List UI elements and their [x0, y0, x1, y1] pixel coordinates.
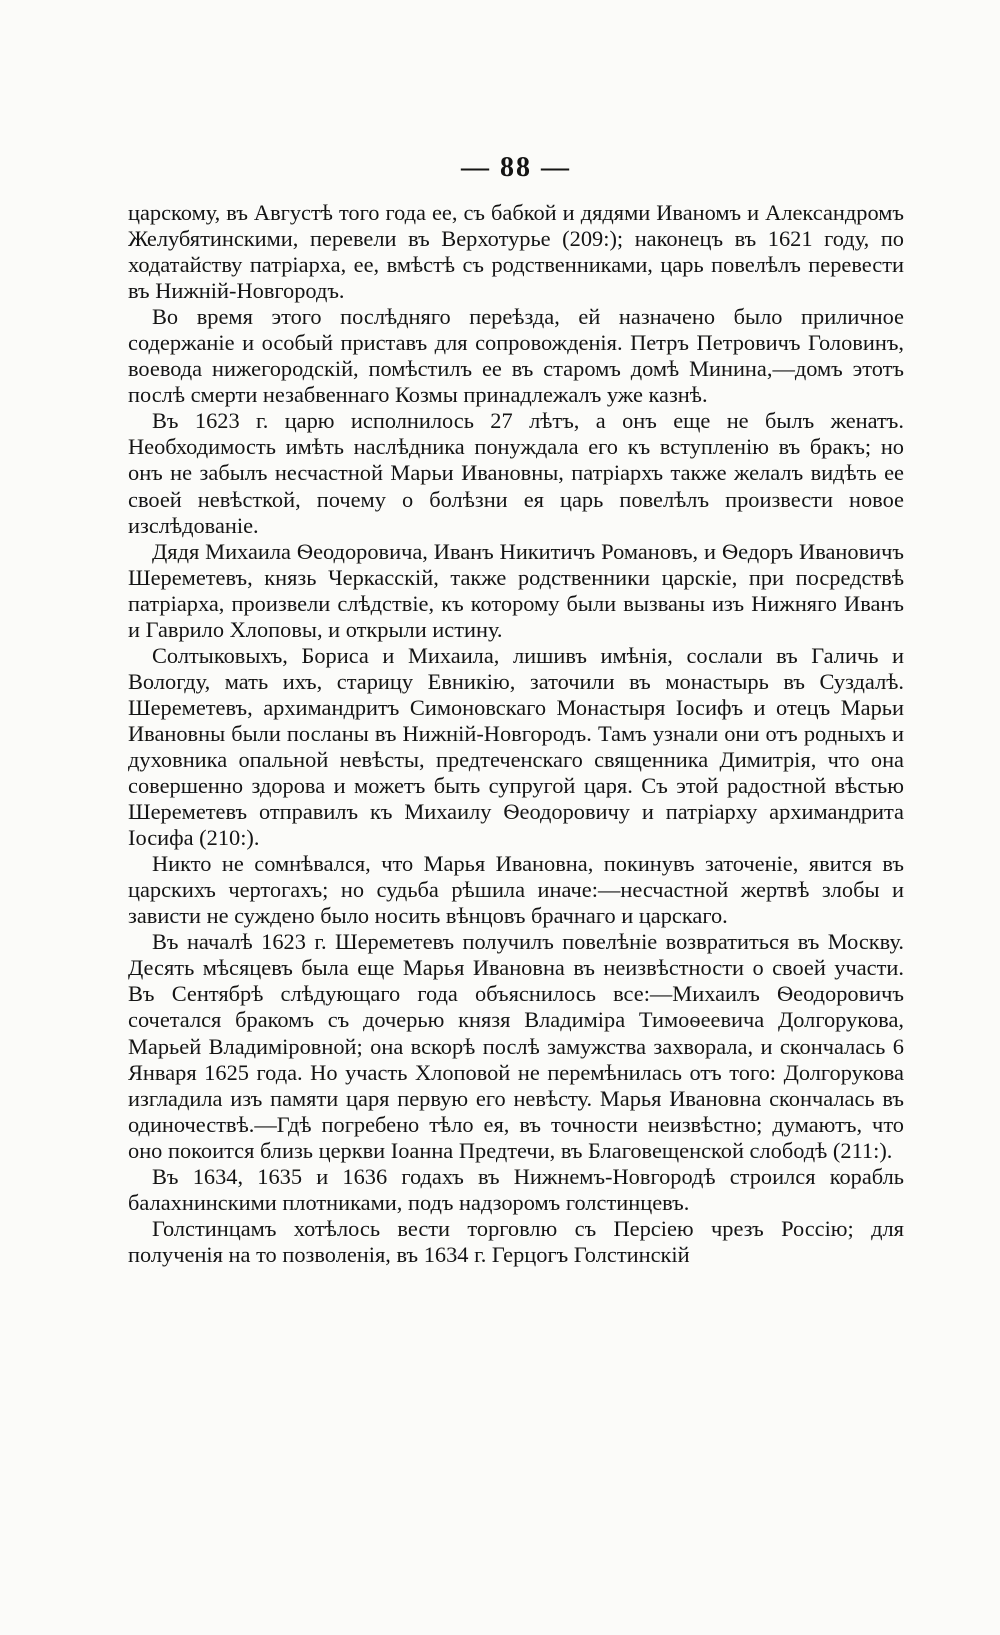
paragraph-6: Никто не сомнѣвался, что Марья Ивановна, покинувъ заточеніе, явится въ царскихъ чертогахъ; но судьба рѣшила иначе:—несчастной жертвѣ злобы и зависти не суждено было носить вѣнцовъ брачнаго и царскаго.	[128, 851, 904, 929]
paragraph-4: Дядя Михаила Ѳеодоровича, Иванъ Никитичъ Романовъ, и Ѳедоръ Ивановичъ Шереметевъ, князь Черкасскій, также родственники царскіе, при посредствѣ патріарха, произвели слѣдствіе, къ которому были вызваны изъ Нижняго Иванъ и Гаврило Хлоповы, и открыли истину.	[128, 538, 904, 642]
paragraph-8: Въ 1634, 1635 и 1636 годахъ въ Нижнемъ-Новгородѣ строился корабль балахнинскими плотниками, подъ надзоромъ голстинцевъ.	[128, 1163, 904, 1215]
paragraph-7: Въ началѣ 1623 г. Шереметевъ получилъ повелѣніе возвратиться въ Москву. Десять мѣсяцевъ была еще Марья Ивановна въ неизвѣстности о своей участи. Въ Сентябрѣ слѣдующаго года объяснилось все:—Михаилъ Ѳеодоровичъ сочетался бракомъ съ дочерью князя Владиміра Тимоѳеевича Долгорукова, Марьей Владиміровной; она вскорѣ послѣ замужства захворала, и скончалась 6 Января 1625 года. Но участь Хлоповой не перемѣнилась отъ того: Долгорукова изгладила изъ памяти царя первую его невѣсту. Марья Ивановна скончалась въ одиночествѣ.—Гдѣ погребено тѣло ея, въ точности неизвѣстно; думаютъ, что оно покоится близь церкви Іоанна Предтечи, въ Благовещенской слободѣ (211:).	[128, 929, 904, 1163]
paragraph-5: Солтыковыхъ, Бориса и Михаила, лишивъ имѣнія, сослали въ Галичь и Вологду, мать ихъ, старицу Евникію, заточили въ монастырь въ Суздалѣ. Шереметевъ, архимандритъ Симоновскаго Монастыря Іосифъ и отецъ Марьи Ивановны были посланы въ Нижній-Новгородъ. Тамъ узнали они отъ родныхъ и духовника опальной невѣсты, предтеченскаго священника Димитрія, что она совершенно здорова и можетъ быть супругой царя. Съ этой радостной вѣстью Шереметевъ отправилъ къ Михаилу Ѳеодоровичу и патріарху архимандрита Іосифа (210:).	[128, 642, 904, 851]
paragraph-9: Голстинцамъ хотѣлось вести торговлю съ Персіею чрезъ Россію; для полученія на то позволенія, въ 1634 г. Герцогъ Голстинскій	[128, 1215, 904, 1267]
paragraph-2: Во время этого послѣдняго переѣзда, ей назначено было приличное содержаніе и особый приставъ для сопровожденія. Петръ Петровичъ Головинъ, воевода нижегородскій, помѣстилъ ее въ старомъ домѣ Минина,—домъ этотъ послѣ смерти незабвеннаго Козмы принадлежалъ уже казнѣ.	[128, 304, 904, 408]
paragraph-1: царскому, въ Августѣ того года ее, съ бабкой и дядями Иваномъ и Александромъ Желубятинскими, перевели въ Верхотурье (209:); наконецъ въ 1621 году, по ходатайству патріарха, ее, вмѣстѣ съ родственниками, царь повелѣлъ перевести въ Нижній-Новгородъ.	[128, 200, 904, 304]
page-number: — 88 —	[461, 152, 571, 183]
book-page	[128, 148, 904, 1268]
paragraph-3: Въ 1623 г. царю исполнилось 27 лѣтъ, а онъ еще не былъ женатъ. Необходимость имѣть наслѣдника понуждала его къ вступленію въ бракъ; но онъ не забылъ несчастной Марьи Ивановны, патріархъ также желалъ видѣть ее своей невѣсткой, почему о болѣзни ея царь повелѣлъ произвести новое изслѣдованіе.	[128, 408, 904, 538]
